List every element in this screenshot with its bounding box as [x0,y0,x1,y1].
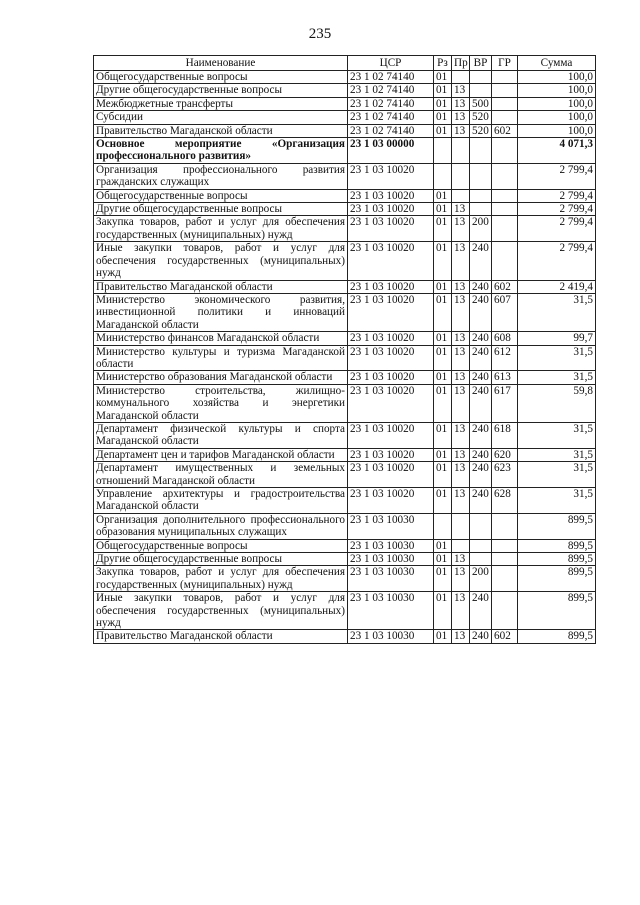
row-vr-cell: 200 [470,566,492,592]
row-sum-cell: 899,5 [518,592,596,630]
row-name-cell: Другие общегосударственные вопросы [94,553,348,566]
row-vr-cell [470,71,492,84]
row-rz-cell: 01 [434,242,452,280]
table-row [94,462,596,488]
row-sum-cell: 100,0 [518,71,596,84]
row-pr-cell: 13 [452,371,470,384]
row-sum-cell: 100,0 [518,84,596,97]
row-gr-cell: 612 [492,345,518,371]
row-sum-cell: 31,5 [518,488,596,514]
row-rz-cell: 01 [434,488,452,514]
page-number: 235 [308,26,332,42]
table-row [94,371,596,384]
row-gr-cell [492,566,518,592]
row-gr-cell [492,84,518,97]
header-pr: Пр [452,56,470,71]
table-row [94,84,596,97]
row-vr-cell: 240 [470,422,492,448]
row-name-cell: Правительство Магаданской области [94,280,348,293]
header-row [94,56,596,71]
header-sum: Сумма [518,56,596,71]
table-row [94,566,596,592]
row-rz-cell: 01 [434,332,452,345]
header-gr: ГР [492,56,518,71]
row-csr-cell: 23 1 03 10020 [348,384,434,422]
row-vr-cell [470,138,492,164]
row-rz-cell: 01 [434,448,452,461]
row-pr-cell: 13 [452,422,470,448]
row-name-cell: Правительство Магаданской области [94,124,348,137]
row-sum-cell: 100,0 [518,124,596,137]
row-csr-cell: 23 1 03 10020 [348,448,434,461]
row-sum-cell: 899,5 [518,630,596,643]
table-row [94,488,596,514]
row-name-cell: Иные закупки товаров, работ и услуг для обеспечения государственных (муниципальных) нужд [94,242,348,280]
row-vr-cell: 240 [470,592,492,630]
row-pr-cell: 13 [452,345,470,371]
row-csr-cell: 23 1 03 10030 [348,553,434,566]
row-rz-cell: 01 [434,71,452,84]
table-row [94,553,596,566]
row-csr-cell: 23 1 03 10030 [348,513,434,539]
row-sum-cell: 2 799,4 [518,242,596,280]
row-vr-cell [470,553,492,566]
row-vr-cell: 240 [470,371,492,384]
row-vr-cell: 520 [470,111,492,124]
row-rz-cell: 01 [434,539,452,552]
row-rz-cell: 01 [434,462,452,488]
row-rz-cell: 01 [434,630,452,643]
row-sum-cell: 899,5 [518,553,596,566]
row-vr-cell: 240 [470,630,492,643]
table-row [94,163,596,189]
table-row [94,138,596,164]
row-pr-cell: 13 [452,462,470,488]
row-pr-cell [452,513,470,539]
row-gr-cell: 613 [492,371,518,384]
row-pr-cell: 13 [452,216,470,242]
row-name-cell: Департамент имущественных и земельных отношений Магаданской области [94,462,348,488]
row-vr-cell: 240 [470,242,492,280]
row-gr-cell: 607 [492,293,518,331]
header-name: Наименование [94,56,348,71]
row-sum-cell: 899,5 [518,566,596,592]
row-gr-cell: 628 [492,488,518,514]
table-row [94,293,596,331]
table-row [94,592,596,630]
table-header [94,56,596,71]
row-name-cell: Другие общегосударственные вопросы [94,203,348,216]
table-row [94,332,596,345]
row-vr-cell: 240 [470,384,492,422]
row-pr-cell [452,138,470,164]
row-pr-cell: 13 [452,566,470,592]
row-rz-cell: 01 [434,566,452,592]
row-vr-cell [470,84,492,97]
row-pr-cell: 13 [452,203,470,216]
row-gr-cell: 617 [492,384,518,422]
row-name-cell: Министерство образования Магаданской области [94,371,348,384]
row-vr-cell: 500 [470,97,492,110]
row-gr-cell [492,138,518,164]
row-name-cell: Закупка товаров, работ и услуг для обеспечения государственных (муниципальных) нужд [94,566,348,592]
row-vr-cell: 240 [470,345,492,371]
row-sum-cell: 31,5 [518,371,596,384]
table-row [94,630,596,643]
row-rz-cell [434,138,452,164]
header-csr: ЦСР [348,56,434,71]
row-sum-cell: 4 071,3 [518,138,596,164]
row-pr-cell: 13 [452,111,470,124]
row-csr-cell: 23 1 03 10030 [348,566,434,592]
row-name-cell: Межбюджетные трансферты [94,97,348,110]
row-name-cell: Субсидии [94,111,348,124]
row-pr-cell: 13 [452,630,470,643]
row-name-cell: Министерство строительства, жилищно-коммунального хозяйства и энергетики Магаданской области [94,384,348,422]
row-csr-cell: 23 1 03 10020 [348,189,434,202]
row-sum-cell: 31,5 [518,448,596,461]
row-pr-cell [452,71,470,84]
row-csr-cell: 23 1 03 10020 [348,280,434,293]
row-csr-cell: 23 1 03 10020 [348,422,434,448]
row-gr-cell [492,97,518,110]
row-csr-cell: 23 1 02 74140 [348,71,434,84]
row-gr-cell [492,242,518,280]
row-vr-cell: 200 [470,216,492,242]
row-rz-cell: 01 [434,203,452,216]
row-vr-cell: 240 [470,280,492,293]
row-name-cell: Министерство культуры и туризма Магаданской области [94,345,348,371]
table-row [94,97,596,110]
row-gr-cell [492,553,518,566]
table-body [94,71,596,644]
row-rz-cell: 01 [434,216,452,242]
table-row [94,124,596,137]
row-vr-cell [470,163,492,189]
row-name-cell: Министерство экономического развития, инвестиционной политики и инноваций Магаданской области [94,293,348,331]
row-name-cell: Закупка товаров, работ и услуг для обеспечения государственных (муниципальных) нужд [94,216,348,242]
row-sum-cell: 31,5 [518,345,596,371]
table-row [94,216,596,242]
row-csr-cell: 23 1 02 74140 [348,111,434,124]
row-vr-cell [470,539,492,552]
row-vr-cell [470,189,492,202]
row-pr-cell: 13 [452,592,470,630]
row-sum-cell: 2 799,4 [518,189,596,202]
table-row [94,539,596,552]
row-rz-cell: 01 [434,124,452,137]
row-sum-cell: 2 419,4 [518,280,596,293]
row-name-cell: Другие общегосударственные вопросы [94,84,348,97]
row-pr-cell: 13 [452,384,470,422]
row-sum-cell: 100,0 [518,111,596,124]
row-sum-cell: 99,7 [518,332,596,345]
row-name-cell: Основное мероприятие «Организация профессионального развития» [94,138,348,164]
row-pr-cell: 13 [452,124,470,137]
row-rz-cell: 01 [434,280,452,293]
row-name-cell: Иные закупки товаров, работ и услуг для обеспечения государственных (муниципальных) нужд [94,592,348,630]
row-csr-cell: 23 1 03 10020 [348,242,434,280]
row-pr-cell: 13 [452,97,470,110]
row-gr-cell [492,216,518,242]
row-name-cell: Министерство финансов Магаданской области [94,332,348,345]
row-pr-cell: 13 [452,553,470,566]
row-name-cell: Общегосударственные вопросы [94,539,348,552]
row-rz-cell: 01 [434,384,452,422]
row-sum-cell: 31,5 [518,293,596,331]
row-gr-cell: 608 [492,332,518,345]
row-csr-cell: 23 1 03 10030 [348,630,434,643]
row-name-cell: Организация дополнительного профессионального образования муниципальных служащих [94,513,348,539]
row-csr-cell: 23 1 03 10020 [348,332,434,345]
budget-table [93,55,596,644]
row-pr-cell [452,163,470,189]
table-row [94,448,596,461]
row-sum-cell: 2 799,4 [518,203,596,216]
row-csr-cell: 23 1 03 10020 [348,163,434,189]
table-row [94,111,596,124]
row-csr-cell: 23 1 03 10020 [348,488,434,514]
row-csr-cell: 23 1 03 10020 [348,345,434,371]
table-row [94,345,596,371]
row-name-cell: Правительство Магаданской области [94,630,348,643]
row-csr-cell: 23 1 02 74140 [348,97,434,110]
row-sum-cell: 2 799,4 [518,216,596,242]
row-csr-cell: 23 1 03 00000 [348,138,434,164]
table-row [94,422,596,448]
row-name-cell: Управление архитектуры и градостроительства Магаданской области [94,488,348,514]
row-name-cell: Общегосударственные вопросы [94,71,348,84]
row-csr-cell: 23 1 02 74140 [348,84,434,97]
row-gr-cell: 618 [492,422,518,448]
row-sum-cell: 31,5 [518,422,596,448]
row-vr-cell: 240 [470,488,492,514]
row-csr-cell: 23 1 03 10020 [348,216,434,242]
row-name-cell: Департамент цен и тарифов Магаданской области [94,448,348,461]
row-name-cell: Департамент физической культуры и спорта Магаданской области [94,422,348,448]
row-rz-cell: 01 [434,553,452,566]
row-vr-cell [470,513,492,539]
table-row [94,71,596,84]
row-gr-cell: 602 [492,280,518,293]
header-vr: ВР [470,56,492,71]
row-pr-cell: 13 [452,293,470,331]
row-csr-cell: 23 1 03 10030 [348,539,434,552]
row-pr-cell: 13 [452,332,470,345]
row-rz-cell: 01 [434,592,452,630]
row-rz-cell: 01 [434,111,452,124]
row-sum-cell: 899,5 [518,513,596,539]
row-rz-cell: 01 [434,189,452,202]
table-row [94,280,596,293]
row-csr-cell: 23 1 02 74140 [348,124,434,137]
table-row [94,203,596,216]
row-gr-cell [492,592,518,630]
row-name-cell: Общегосударственные вопросы [94,189,348,202]
row-sum-cell: 899,5 [518,539,596,552]
row-pr-cell [452,189,470,202]
row-name-cell: Организация профессионального развития гражданских служащих [94,163,348,189]
row-rz-cell: 01 [434,97,452,110]
row-rz-cell: 01 [434,371,452,384]
row-rz-cell: 01 [434,293,452,331]
row-vr-cell: 240 [470,293,492,331]
row-gr-cell [492,203,518,216]
row-pr-cell: 13 [452,242,470,280]
row-vr-cell: 240 [470,448,492,461]
row-rz-cell: 01 [434,345,452,371]
row-vr-cell [470,203,492,216]
row-sum-cell: 100,0 [518,97,596,110]
row-csr-cell: 23 1 03 10020 [348,203,434,216]
table-row [94,513,596,539]
row-vr-cell: 520 [470,124,492,137]
row-sum-cell: 2 799,4 [518,163,596,189]
row-rz-cell [434,513,452,539]
row-rz-cell: 01 [434,422,452,448]
row-gr-cell: 602 [492,124,518,137]
row-gr-cell [492,513,518,539]
table-row [94,242,596,280]
row-csr-cell: 23 1 03 10020 [348,462,434,488]
row-pr-cell [452,539,470,552]
row-rz-cell: 01 [434,84,452,97]
row-vr-cell: 240 [470,462,492,488]
row-pr-cell: 13 [452,280,470,293]
row-gr-cell: 623 [492,462,518,488]
row-gr-cell [492,189,518,202]
header-rz: Рз [434,56,452,71]
table-row [94,384,596,422]
row-csr-cell: 23 1 03 10030 [348,592,434,630]
row-gr-cell: 602 [492,630,518,643]
row-gr-cell [492,163,518,189]
row-gr-cell [492,71,518,84]
row-csr-cell: 23 1 03 10020 [348,293,434,331]
row-rz-cell [434,163,452,189]
row-pr-cell: 13 [452,448,470,461]
row-gr-cell [492,111,518,124]
row-gr-cell [492,539,518,552]
row-csr-cell: 23 1 03 10020 [348,371,434,384]
row-gr-cell: 620 [492,448,518,461]
row-pr-cell: 13 [452,84,470,97]
row-sum-cell: 59,8 [518,384,596,422]
row-vr-cell: 240 [470,332,492,345]
row-sum-cell: 31,5 [518,462,596,488]
row-pr-cell: 13 [452,488,470,514]
table-row [94,189,596,202]
